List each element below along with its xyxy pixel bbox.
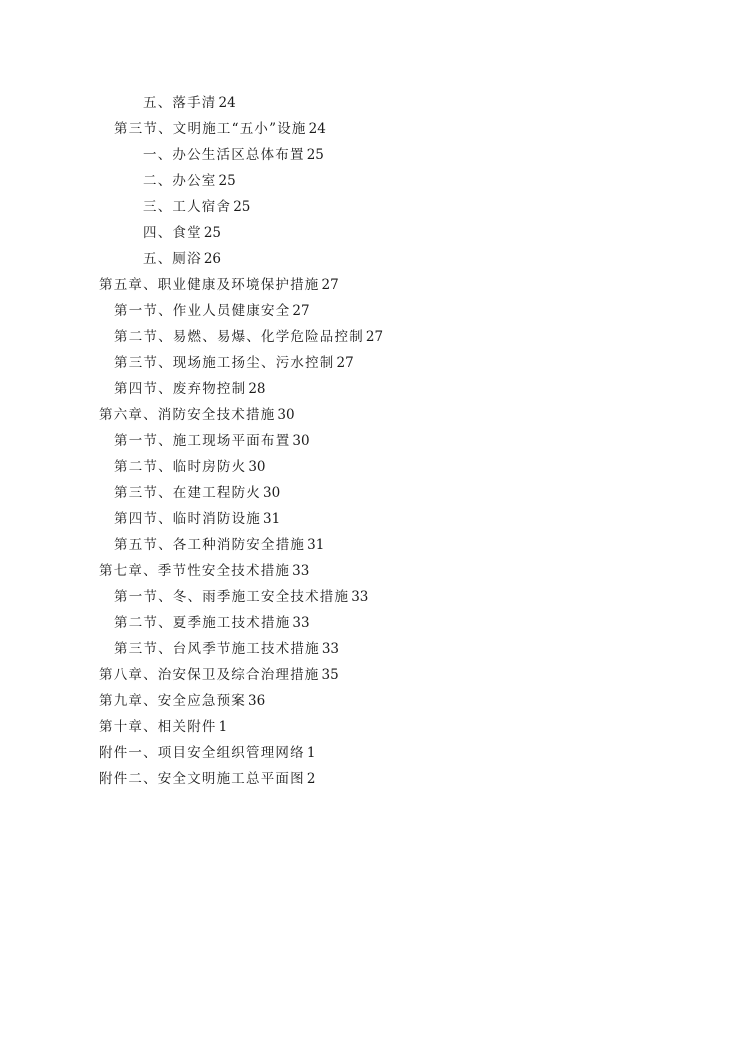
toc-entry-title: 附件一、项目安全组织管理网络 bbox=[99, 745, 305, 761]
toc-entry[interactable] bbox=[0, 454, 744, 480]
toc-entry-page-number: 27 bbox=[292, 303, 310, 319]
toc-entry-title: 第二节、易燃、易爆、化学危险品控制 bbox=[114, 329, 364, 345]
toc-entry[interactable] bbox=[0, 636, 744, 662]
toc-entry-page-number: 33 bbox=[321, 641, 339, 657]
toc-entry-page-number: 33 bbox=[292, 563, 310, 579]
toc-entry[interactable] bbox=[0, 584, 744, 610]
toc-entry-title: 第六章、消防安全技术措施 bbox=[99, 407, 276, 423]
toc-entry-page-number: 30 bbox=[292, 433, 310, 449]
toc-entry[interactable] bbox=[0, 610, 744, 636]
toc-entry-title: 二、办公室 bbox=[143, 173, 217, 189]
toc-entry-title: 一、办公生活区总体布置 bbox=[143, 147, 305, 163]
toc-entry[interactable] bbox=[0, 376, 744, 402]
toc-entry[interactable] bbox=[0, 402, 744, 428]
toc-entry[interactable] bbox=[0, 480, 744, 506]
toc-entry-page-number: 1 bbox=[218, 719, 228, 735]
toc-entry-title: 第三节、现场施工扬尘、污水控制 bbox=[114, 355, 335, 371]
toc-entry[interactable] bbox=[0, 220, 744, 246]
toc-entry[interactable] bbox=[0, 194, 744, 220]
toc-entry-title: 第五章、职业健康及环境保护措施 bbox=[99, 277, 320, 293]
toc-entry[interactable] bbox=[0, 246, 744, 272]
toc-entry-page-number: 33 bbox=[292, 615, 310, 631]
toc-entry[interactable] bbox=[0, 428, 744, 454]
toc-entry-page-number: 24 bbox=[218, 95, 236, 111]
toc-entry-page-number: 25 bbox=[306, 147, 324, 163]
toc-entry-title: 第四节、废弃物控制 bbox=[114, 381, 247, 397]
toc-entry-title: 第九章、安全应急预案 bbox=[99, 693, 246, 709]
toc-entry-title: 第四节、临时消防设施 bbox=[114, 511, 261, 527]
toc-entry-page-number: 2 bbox=[306, 771, 316, 787]
toc-entry-title: 三、工人宿舍 bbox=[143, 199, 232, 215]
toc-entry-page-number: 27 bbox=[321, 277, 339, 293]
toc-entry-page-number: 28 bbox=[248, 381, 266, 397]
toc-entry[interactable] bbox=[0, 298, 744, 324]
toc-entry-title: 第八章、治安保卫及综合治理措施 bbox=[99, 667, 320, 683]
toc-entry-page-number: 36 bbox=[248, 693, 266, 709]
toc-entry-page-number: 25 bbox=[203, 225, 221, 241]
toc-entry-title: 第三节、台风季节施工技术措施 bbox=[114, 641, 320, 657]
toc-entry-page-number: 25 bbox=[233, 199, 251, 215]
toc-entry[interactable] bbox=[0, 714, 744, 740]
toc-entry[interactable] bbox=[0, 142, 744, 168]
toc-entry-title: 第五节、各工种消防安全措施 bbox=[114, 537, 306, 553]
toc-entry-title: 第一节、冬、雨季施工安全技术措施 bbox=[114, 589, 350, 605]
table-of-contents bbox=[0, 90, 744, 792]
toc-entry[interactable] bbox=[0, 350, 744, 376]
toc-entry-page-number: 1 bbox=[306, 745, 316, 761]
toc-entry[interactable] bbox=[0, 90, 744, 116]
toc-entry-title: 第二节、临时房防火 bbox=[114, 459, 247, 475]
toc-entry-title: 第七章、季节性安全技术措施 bbox=[99, 563, 291, 579]
toc-entry-title: 五、厕浴 bbox=[143, 251, 202, 267]
toc-entry-page-number: 26 bbox=[203, 251, 221, 267]
toc-entry-page-number: 33 bbox=[351, 589, 369, 605]
toc-entry-title: 第一节、作业人员健康安全 bbox=[114, 303, 291, 319]
toc-entry-title: 第三节、在建工程防火 bbox=[114, 485, 261, 501]
toc-entry-page-number: 24 bbox=[308, 121, 326, 137]
toc-entry[interactable] bbox=[0, 740, 744, 766]
toc-entry[interactable] bbox=[0, 272, 744, 298]
toc-entry-page-number: 31 bbox=[307, 537, 325, 553]
toc-entry[interactable] bbox=[0, 766, 744, 792]
toc-entry[interactable] bbox=[0, 532, 744, 558]
toc-entry[interactable] bbox=[0, 324, 744, 350]
toc-entry[interactable] bbox=[0, 688, 744, 714]
toc-entry-page-number: 31 bbox=[263, 511, 281, 527]
toc-entry-title: 五、落手清 bbox=[143, 95, 217, 111]
toc-entry-page-number: 30 bbox=[263, 485, 281, 501]
toc-entry-page-number: 27 bbox=[336, 355, 354, 371]
toc-entry-page-number: 27 bbox=[365, 329, 384, 345]
toc-entry-title: 附件二、安全文明施工总平面图 bbox=[99, 771, 305, 787]
toc-entry-page-number: 25 bbox=[218, 173, 236, 189]
toc-entry[interactable] bbox=[0, 558, 744, 584]
toc-entry[interactable] bbox=[0, 506, 744, 532]
toc-entry-page-number: 30 bbox=[277, 407, 295, 423]
toc-entry-title: 第一节、施工现场平面布置 bbox=[114, 433, 291, 449]
toc-entry-title: 第十章、相关附件 bbox=[99, 719, 217, 735]
toc-entry-title: 第三节、文明施工“五小”设施 bbox=[114, 121, 307, 137]
toc-entry-title: 第二节、夏季施工技术措施 bbox=[114, 615, 291, 631]
toc-entry-title: 四、食堂 bbox=[143, 225, 202, 241]
toc-entry-page-number: 30 bbox=[248, 459, 266, 475]
toc-entry[interactable] bbox=[0, 662, 744, 688]
toc-entry[interactable] bbox=[0, 168, 744, 194]
toc-entry[interactable] bbox=[0, 116, 744, 142]
toc-entry-page-number: 35 bbox=[321, 667, 339, 683]
